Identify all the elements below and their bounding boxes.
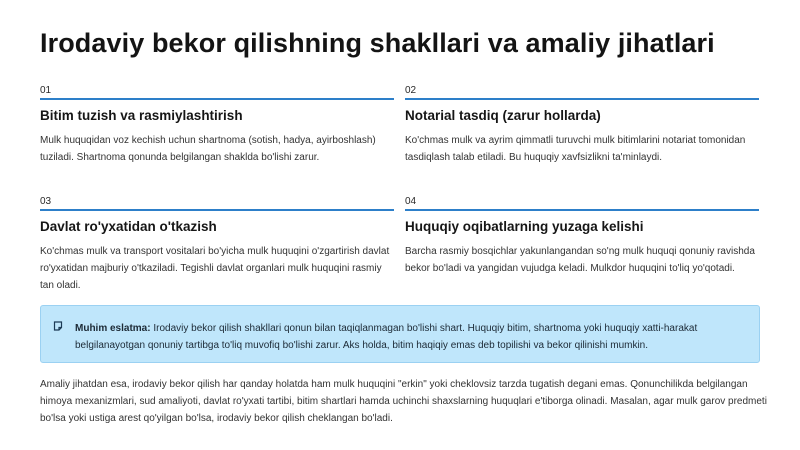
step-heading: Davlat ro'yxatidan o'tkazish [40,219,217,234]
note-text [75,320,745,354]
step-heading: Notarial tasdiq (zarur hollarda) [405,108,601,123]
note-icon [53,321,63,331]
note-body: Irodaviy bekor qilish shakllari qonun bilan taqiqlanmagan bo'lishi shart. Huquqiy bitim, shartnoma yoki huquqiy xatti-harakat belgilanayotgan qonuniy tartibga to'liq muvofiq bo'lishi zarur. Aks holda, bitim haqiqiy emas deb topilishi va bekor qilinishi mumkin. [75,323,698,351]
step-number: 02 [405,85,759,100]
step-description: Ko'chmas mulk va ayrim qimmatli turuvchi mulk bitimlarini notariat tomonidan tasdiqlash talab etiladi. Bu huquqiy xavfsizlikni ta'minlaydi. [405,135,746,163]
step-description: Mulk huquqidan voz kechish uchun shartnoma (sotish, hadya, ayirboshlash) tuziladi. Shartnoma qonunda belgilangan shaklda bo'lishi zarur. [40,135,376,163]
step-card-4 [405,196,759,277]
step-card-1 [40,85,394,166]
important-note-box [40,305,760,363]
step-card-2 [405,85,759,166]
note-label: Muhim eslatma: [75,323,151,334]
step-heading: Bitim tuzish va rasmiylashtirish [40,108,243,123]
step-number: 04 [405,196,759,211]
step-description: Ko'chmas mulk va transport vositalari bo'yicha mulk huquqini o'zgartirish davlat ro'yxatidan majburiy o'tkaziladi. Tegishli davlat organlari mulk huquqini rasmiy tan oladi. [40,246,390,291]
step-heading: Huquqiy oqibatlarning yuzaga kelishi [405,219,644,234]
step-number: 03 [40,196,394,211]
step-card-3 [40,196,394,294]
body-paragraph: Amaliy jihatdan esa, irodaviy bekor qilish har qanday holatda ham mulk huquqini "erkin" yoki cheklovsiz tarzda tugatish degani emas. Qonunchilikda belgilangan himoya mexanizmlari, sud amaliyoti, davlat ro'yxati tartibi, bitim shartlari hamda uchinchi shaxslarning huquqlari e'tiborga olinadi. Masalan, agar mulk garov predmeti bo'lsa yoki ustiga arest qo'yilgan bo'lsa, irodaviy bekor qilish cheklangan bo'ladi. [40,379,767,424]
step-description: Barcha rasmiy bosqichlar yakunlangandan so'ng mulk huquqi qonuniy ravishda bekor bo'ladi va yangidan vujudga keladi. Mulkdor huquqini to'liq yo'qotadi. [405,246,755,274]
page-title: Irodaviy bekor qilishning shakllari va amaliy jihatlari [40,28,715,58]
step-number: 01 [40,85,394,100]
